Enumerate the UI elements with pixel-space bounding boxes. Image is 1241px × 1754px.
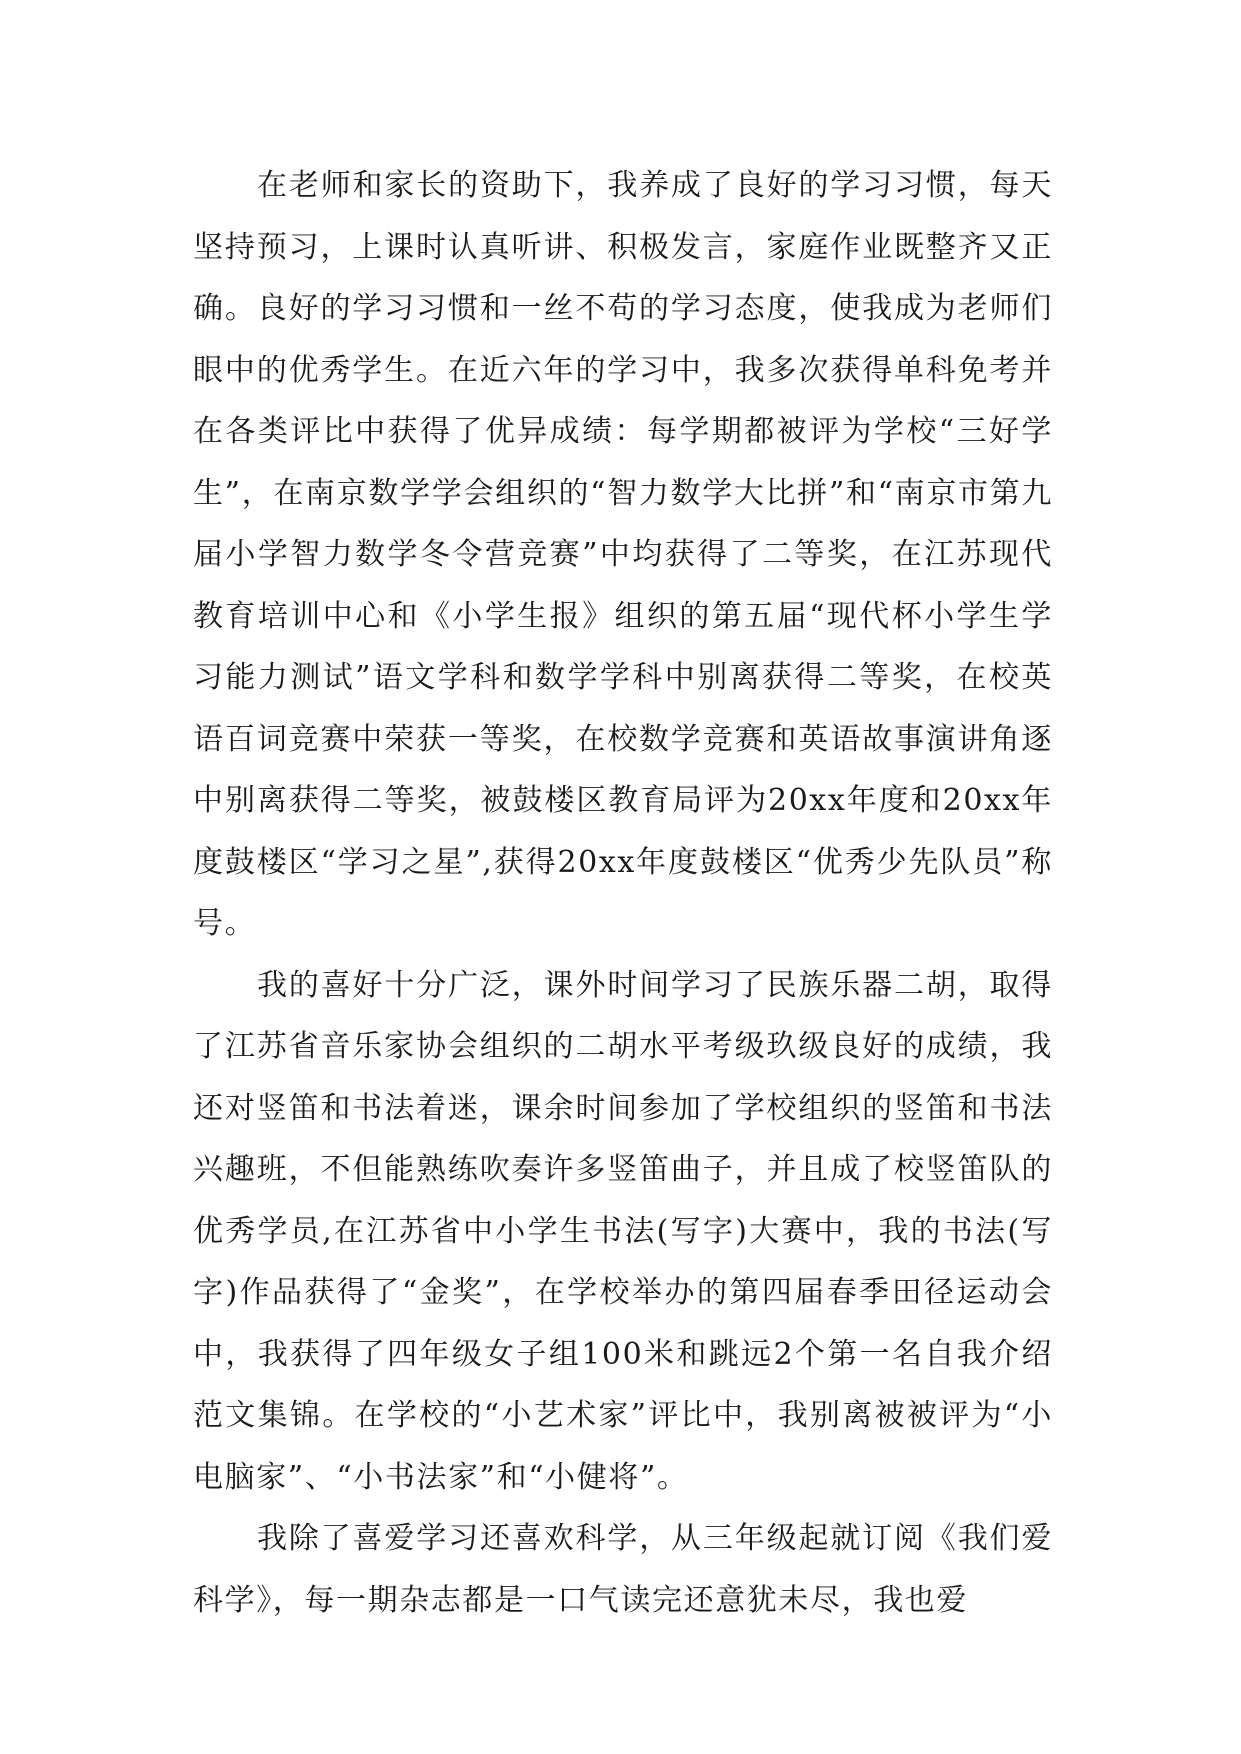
paragraph-hobbies: 我的喜好十分广泛，课外时间学习了民族乐器二胡，取得了江苏省音乐家协会组织的二胡水平考级玖级良好的成绩，我还对竖笛和书法着迷，课余时间参加了学校组织的竖笛和书法兴趣班，不但能熟练吹奏许多竖笛曲子，并且成了校竖笛队的优秀学员,在江苏省中小学生书法(写字)大赛中，我的书法(写字)作品获得了“金奖”，在学校举办的第四届春季田径运动会中，我获得了四年级女子组100米和跳远2个第一名自我介绍范文集锦。在学校的“小艺术家”评比中，我别离被被评为“小电脑家”、“小书法家”和“小健将”。 <box>193 967 1053 1495</box>
paragraph-science: 我除了喜爱学习还喜欢科学，从三年级起就订阅《我们爱科学》，每一期杂志都是一口气读完还意犹未尽，我也爱 <box>193 1521 1053 1618</box>
document-body <box>193 155 1053 1631</box>
paragraph-academic: 在老师和家长的资助下，我养成了良好的学习习惯，每天坚持预习，上课时认真听讲、积极发言，家庭作业既整齐又正确。良好的学习习惯和一丝不苟的学习态度，使我成为老师们眼中的优秀学生。在近六年的学习中，我多次获得单科免考并在各类评比中获得了优异成绩：每学期都被评为学校“三好学生”，在南京数学学会组织的“智力数学大比拼”和“南京市第九届小学智力数学冬令营竞赛”中均获得了二等奖，在江苏现代教育培训中心和《小学生报》组织的第五届“现代杯小学生学习能力测试”语文学科和数学学科中别离获得二等奖，在校英语百词竞赛中荣获一等奖，在校数学竞赛和英语故事演讲角逐中别离获得二等奖，被鼓楼区教育局评为20xx年度和20xx年度鼓楼区“学习之星”,获得20xx年度鼓楼区“优秀少先队员”称号。 <box>193 168 1053 941</box>
